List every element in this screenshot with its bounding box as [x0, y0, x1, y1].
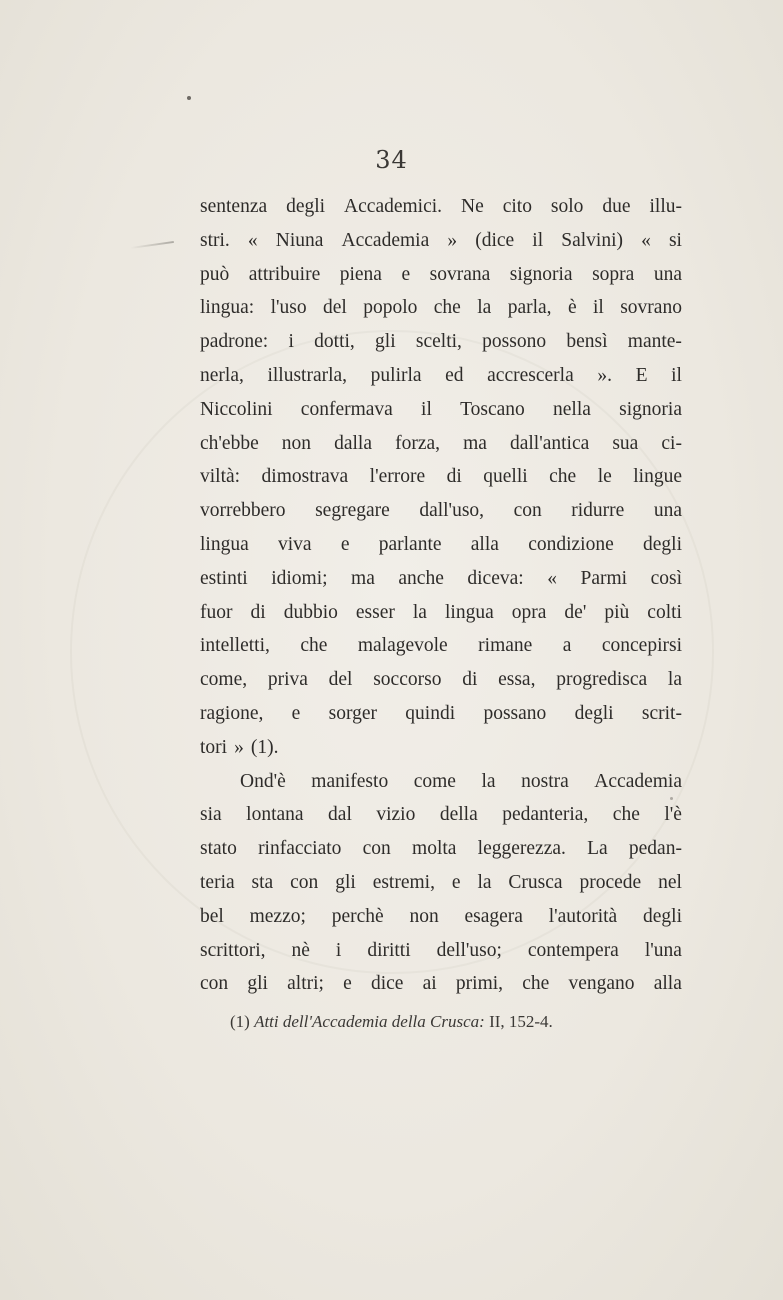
word: anche	[398, 567, 444, 589]
word: de'	[564, 601, 587, 623]
text-line	[200, 731, 682, 765]
word: dotti,	[314, 331, 355, 353]
word: due	[602, 196, 631, 217]
word: scrittori,	[200, 939, 266, 961]
word: manifesto	[311, 770, 389, 792]
footnote-marker: (1)	[230, 1012, 250, 1031]
footnote	[230, 1012, 553, 1032]
text-line	[200, 393, 682, 427]
word: estremi,	[372, 871, 435, 893]
word: stato	[200, 838, 237, 860]
word: sua	[612, 432, 639, 454]
text-line	[200, 562, 682, 596]
word: Accademia	[594, 770, 682, 792]
word: quelli	[483, 466, 528, 488]
word: una	[653, 263, 682, 285]
text-line	[200, 765, 682, 799]
text-line	[200, 190, 682, 224]
word: »	[447, 229, 458, 251]
word: una	[653, 500, 682, 522]
text-line	[200, 460, 682, 494]
word: le	[597, 466, 612, 488]
word: condizione	[528, 533, 614, 555]
word: e	[401, 263, 411, 285]
text-line	[200, 697, 682, 731]
text-line	[200, 596, 682, 630]
text-line	[200, 798, 682, 832]
word: con	[513, 500, 542, 522]
word: parlante	[378, 533, 442, 555]
word: segregare	[315, 500, 390, 522]
word: vorrebbero	[200, 500, 286, 522]
word: pedanteria,	[502, 804, 589, 826]
word: nella	[553, 398, 591, 420]
word: ed	[445, 364, 464, 386]
text-line	[200, 900, 682, 934]
word: si	[668, 229, 682, 251]
word: Accademici.	[344, 196, 443, 217]
word: è	[567, 297, 577, 319]
word: che	[549, 466, 577, 488]
word: gli	[335, 871, 356, 893]
word: lingue	[633, 466, 682, 488]
word: perchè	[331, 905, 384, 927]
word: dall'antica	[509, 432, 590, 454]
word: possano	[483, 702, 547, 724]
text-line	[200, 325, 682, 359]
word: alla	[470, 533, 499, 555]
text-line	[200, 528, 682, 562]
text-line	[200, 832, 682, 866]
word: ».	[597, 364, 612, 386]
word: progredisca	[556, 669, 648, 691]
word: esagera	[464, 905, 523, 927]
word: vengano	[568, 973, 635, 995]
word: dubbio	[283, 601, 338, 623]
footnote-title: Atti dell'Accademia della Crusca:	[254, 1012, 485, 1031]
footnote-ref: II, 152-4.	[489, 1012, 553, 1031]
word: ai	[422, 973, 437, 995]
word: quindi	[405, 702, 456, 724]
word: il	[671, 364, 682, 386]
word: bel	[200, 905, 224, 927]
word: padrone:	[200, 331, 269, 353]
word: dalla	[334, 432, 373, 454]
word: il	[421, 398, 432, 420]
word: e	[343, 973, 352, 995]
word: (dice	[475, 229, 515, 251]
word: La	[587, 838, 608, 860]
word: Ne	[461, 196, 484, 217]
word: gli	[375, 331, 396, 353]
word: alla	[653, 973, 682, 995]
text-line	[200, 629, 682, 663]
page-number: 34	[375, 146, 408, 174]
word: Crusca	[508, 871, 563, 893]
word: pulirla	[370, 364, 422, 386]
word: »	[234, 736, 244, 758]
word: «	[641, 229, 651, 251]
text-line	[200, 291, 682, 325]
word: Niuna	[275, 229, 324, 251]
word: non	[281, 432, 312, 454]
word: a	[562, 635, 572, 657]
body-text	[200, 190, 682, 1001]
word: ridurre	[571, 500, 625, 522]
word: i	[335, 939, 342, 961]
word: Toscano	[460, 398, 525, 420]
word: sta	[251, 871, 274, 893]
word: intelletti,	[200, 635, 270, 657]
word: e	[291, 702, 301, 724]
word: signoria	[509, 263, 573, 285]
word: teria	[200, 871, 235, 893]
text-line	[200, 258, 682, 292]
word: Niccolini	[200, 398, 273, 420]
word: Salvini)	[561, 229, 623, 251]
word: così	[650, 567, 682, 589]
word: tori	[200, 736, 228, 758]
word: l'uso	[270, 297, 307, 319]
word: come,	[200, 669, 248, 691]
word: altri;	[287, 973, 324, 995]
word: sopra	[592, 263, 635, 285]
word: viva	[278, 533, 312, 555]
word: degli	[643, 905, 682, 927]
word: ragione,	[200, 702, 264, 724]
word: diceva:	[467, 567, 524, 589]
word: non	[409, 905, 439, 927]
word: possono	[482, 331, 547, 353]
word: esser	[355, 601, 395, 623]
word: bensì	[566, 331, 608, 353]
text-line	[200, 494, 682, 528]
word: il	[532, 229, 544, 251]
word: di	[446, 466, 462, 488]
text-line	[200, 934, 682, 968]
word: confermava	[300, 398, 393, 420]
word: come	[413, 770, 456, 792]
word: nè	[291, 939, 310, 961]
word: sia	[200, 804, 222, 826]
word: concepirsi	[601, 635, 682, 657]
word: diritti	[367, 939, 411, 961]
text-line	[200, 359, 682, 393]
word: solo	[550, 196, 584, 217]
word: estinti	[200, 567, 248, 589]
word: nerla,	[200, 364, 244, 386]
word: ci-	[661, 432, 682, 454]
word: la	[412, 601, 427, 623]
word: piena	[339, 263, 382, 285]
word: con	[362, 838, 391, 860]
word: dal	[328, 804, 352, 826]
word: rinfacciato	[258, 838, 342, 860]
word: priva	[267, 669, 308, 691]
word: procede	[579, 871, 642, 893]
word: rimane	[478, 635, 533, 657]
word: illu-	[649, 196, 682, 217]
word: più	[604, 601, 630, 623]
word: scelti,	[415, 331, 462, 353]
word: degli	[643, 533, 682, 555]
word: primi,	[455, 973, 504, 995]
word: l'autorità	[548, 905, 618, 927]
word: degli	[286, 196, 326, 217]
word: ch'ebbe	[200, 432, 259, 454]
word: accrescerla	[487, 364, 574, 386]
word: dall'uso,	[419, 500, 485, 522]
word: malagevole	[357, 635, 448, 657]
word: sovrana	[429, 263, 491, 285]
word: l'errore	[369, 466, 426, 488]
word: attribuire	[248, 263, 321, 285]
word: la	[477, 297, 492, 319]
word: ma	[351, 567, 375, 589]
word: scrit-	[641, 702, 682, 724]
word: E	[635, 364, 648, 386]
word: essa,	[498, 669, 536, 691]
word: della	[439, 804, 478, 826]
word: idiomi;	[271, 567, 328, 589]
word: il	[592, 297, 604, 319]
word: opra	[511, 601, 547, 623]
word: del	[328, 669, 353, 691]
word: dimostrava	[261, 466, 349, 488]
word: lontana	[246, 804, 304, 826]
word: illustrarla,	[267, 364, 348, 386]
word: può	[200, 263, 230, 285]
word: viltà:	[200, 466, 241, 488]
word: Parmi	[580, 567, 628, 589]
word: Accademia	[341, 229, 430, 251]
word: che	[522, 973, 550, 995]
word: soccorso	[373, 669, 442, 691]
text-line	[200, 967, 682, 1001]
word: «	[547, 567, 557, 589]
word: che	[612, 804, 640, 826]
word: dice	[370, 973, 404, 995]
word: nostra	[521, 770, 569, 792]
word: l'è	[664, 804, 682, 826]
ink-speck	[187, 96, 191, 100]
word: colti	[647, 601, 682, 623]
word: degli	[574, 702, 614, 724]
word: vizio	[376, 804, 416, 826]
word: sovrano	[620, 297, 682, 319]
word: mezzo;	[249, 905, 306, 927]
word: nel	[658, 871, 682, 893]
word: lingua	[444, 601, 494, 623]
word: lingua:	[200, 297, 255, 319]
text-line	[200, 866, 682, 900]
pencil-mark	[130, 241, 174, 249]
word: ma	[463, 432, 487, 454]
word: (1).	[250, 736, 279, 758]
word: e	[451, 871, 461, 893]
text-line	[200, 427, 682, 461]
word: che	[300, 635, 328, 657]
word: fuor	[200, 601, 233, 623]
word: leggerezza.	[477, 838, 566, 860]
word: mante-	[627, 331, 682, 353]
word: signoria	[619, 398, 682, 420]
word: che	[433, 297, 461, 319]
word: gli	[247, 973, 268, 995]
word: la	[667, 669, 682, 691]
word: di	[250, 601, 266, 623]
word: i	[288, 331, 294, 353]
text-line	[200, 224, 682, 258]
word: sentenza	[200, 196, 268, 217]
word: di	[462, 669, 478, 691]
word: la	[481, 770, 496, 792]
word: popolo	[363, 297, 418, 319]
word: la	[477, 871, 492, 893]
word: parla,	[507, 297, 552, 319]
text-line	[200, 663, 682, 697]
word: l'una	[644, 939, 682, 961]
word: cito	[502, 196, 532, 217]
word: pedan-	[628, 838, 682, 860]
word: del	[322, 297, 347, 319]
word: e	[340, 533, 350, 555]
word: forza,	[395, 432, 441, 454]
word: con	[200, 973, 229, 995]
word: stri.	[200, 229, 230, 251]
word: contempera	[527, 939, 619, 961]
word: molta	[412, 838, 457, 860]
word: lingua	[200, 533, 249, 555]
word: con	[290, 871, 319, 893]
word: dell'uso;	[436, 939, 502, 961]
word: Ond'è	[240, 770, 286, 792]
word: sorger	[328, 702, 377, 724]
word: «	[247, 229, 258, 251]
